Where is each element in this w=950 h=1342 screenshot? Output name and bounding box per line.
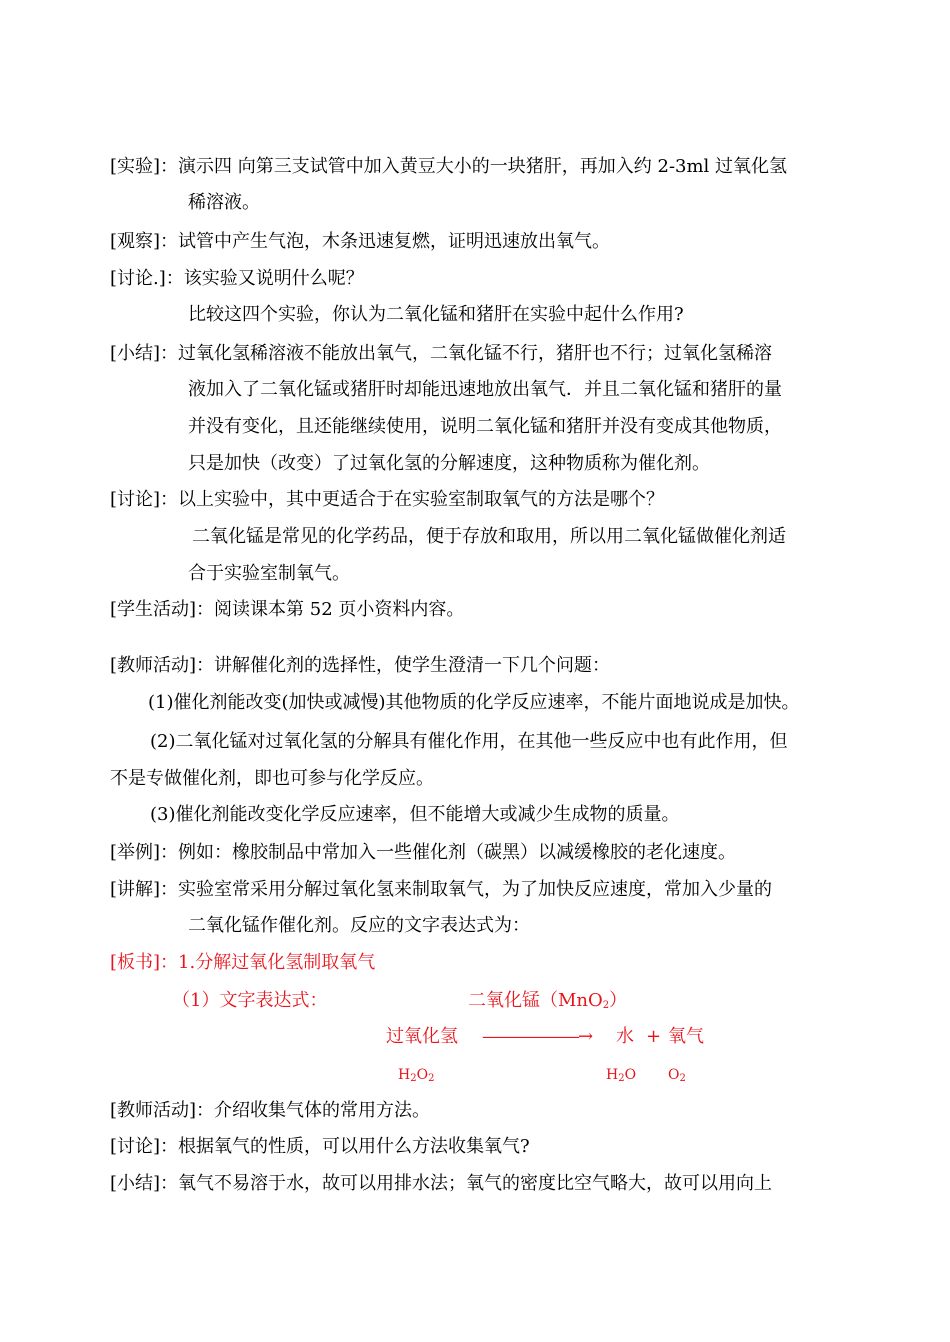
formula-o: O [668,1067,680,1083]
summary-cont-1: 液加入了二氧化锰或猪肝时却能迅速地放出氧气．并且二氧化锰和猪肝的量 [188,379,782,400]
section-label: [讨论]： [110,489,179,510]
section-label: [小结]： [110,1173,179,1194]
formula-sub: 2 [618,1073,625,1084]
student-activity-line [110,597,464,623]
reactant-formula [398,1062,434,1092]
board-title-line [110,950,375,976]
point-3: (3)催化剂能改变化学反应速率，但不能增大或减少生成物的质量。 [150,804,680,825]
section-label: [观察]： [110,231,179,252]
discussion-question: 比较这四个实验，你认为二氧化锰和猪肝在实验中起什么作用? [188,304,684,325]
point-2: (2)二氧化锰对过氧化氢的分解具有催化作用，在其他一些反应中也有此作用，但 [150,731,788,752]
discussion-line [110,266,364,292]
paragraph-text: 以上实验中，其中更适合于在实验室制取氧气的方法是哪个？ [178,489,665,510]
section-label: [教师活动]： [110,1100,215,1121]
discussion-answer: 二氧化锰是常见的化学药品，便于存放和取用，所以用二氧化锰做催化剂适 [192,526,786,547]
paragraph-text: 例如：橡胶制品中常加入一些催化剂（碳黑）以减缓橡胶的老化速度。 [178,842,737,863]
observe-line [110,229,610,255]
paragraph-text: 演示四 向第三支试管中加入黄豆大小的一块猪肝，再加入约 2-3ml 过氧化氢 [178,156,788,177]
section-label: [举例]： [110,842,179,863]
experiment-line-cont: 稀溶液。 [188,192,260,213]
teacher-activity-line [110,653,610,679]
discussion-line-2 [110,487,664,513]
point-2-cont: 不是专做催化剂，即也可参与化学反应。 [110,768,434,789]
summary-cont-2: 并没有变化，且还能继续使用，说明二氧化锰和猪肝并没有变成其他物质， [188,416,782,437]
summary-line-2 [110,1171,772,1197]
section-label: [学生活动]： [110,599,215,620]
formula-o: O [624,1067,637,1083]
catalyst-close: ） [609,990,628,1011]
formula-sub: 2 [410,1073,417,1084]
paragraph-text: 讲解催化剂的选择性，使学生澄清一下几个问题： [214,655,611,676]
paragraph-text: 过氧化氢稀溶液不能放出氧气，二氧化锰不行，猪肝也不行；过氧化氢稀溶 [178,343,773,364]
section-label: [小结]： [110,343,179,364]
section-label: [讲解]： [110,879,179,900]
section-label: [教师活动]： [110,655,215,676]
example-line [110,840,736,866]
paragraph-text: 实验室常采用分解过氧化氢来制取氧气，为了加快反应速度，常加入少量的 [178,879,773,900]
explain-cont: 二氧化锰作催化剂。反应的文字表达式为： [188,915,530,936]
paragraph-text: 阅读课本第 52 页小资料内容。 [214,599,465,620]
section-label: [讨论]： [110,1136,179,1157]
plus-sign: + [646,1026,662,1047]
product-oxygen-word: 氧气 [668,1026,704,1047]
board-title: 1.分解过氧化氢制取氧气 [178,952,376,973]
formula-h: H [606,1067,619,1083]
discussion-line-3 [110,1134,530,1160]
board-subtitle: （1）文字表达式： [172,990,328,1011]
paragraph-text: 介绍收集气体的常用方法。 [214,1100,431,1121]
teacher-activity-line-2 [110,1098,430,1124]
discussion-answer-cont: 合于实验室制氧气。 [188,563,350,584]
catalyst-subscript: 2 [602,1000,610,1011]
paragraph-text: 氧气不易溶于水，故可以用排水法；氧气的密度比空气略大，故可以用向上 [178,1173,773,1194]
paragraph-text: 根据氧气的性质，可以用什么方法收集氧气? [178,1136,530,1157]
summary-cont-3: 只是加快（改变）了过氧化氢的分解速度，这种物质称为催化剂。 [188,453,710,474]
section-label: [讨论.]： [110,268,184,289]
experiment-line [110,154,787,180]
paragraph-text: 试管中产生气泡，木条迅速复燃，证明迅速放出氧气。 [178,231,611,252]
summary-line [110,341,772,367]
formula-sub: 2 [679,1073,686,1084]
board-label: [板书]： [110,952,179,973]
catalyst-label [468,988,627,1019]
paragraph-text: 该实验又说明什么呢？ [183,268,364,289]
product-water-word: 水 [616,1026,634,1047]
point-1: (1)催化剂能改变(加快或减慢)其他物质的化学反应速率，不能片面地说成是加快。 [148,692,800,713]
reaction-arrow: ——————→ [482,1026,592,1047]
water-formula [606,1062,636,1092]
reactant-word: 过氧化氢 [386,1026,458,1047]
oxygen-formula [668,1062,686,1092]
formula-o: O [416,1067,429,1083]
explain-line [110,877,772,903]
formula-sub: 2 [428,1073,435,1084]
formula-h: H [398,1067,411,1083]
catalyst-name: 二氧化锰（MnO [468,990,603,1011]
section-label: [实验]： [110,156,179,177]
